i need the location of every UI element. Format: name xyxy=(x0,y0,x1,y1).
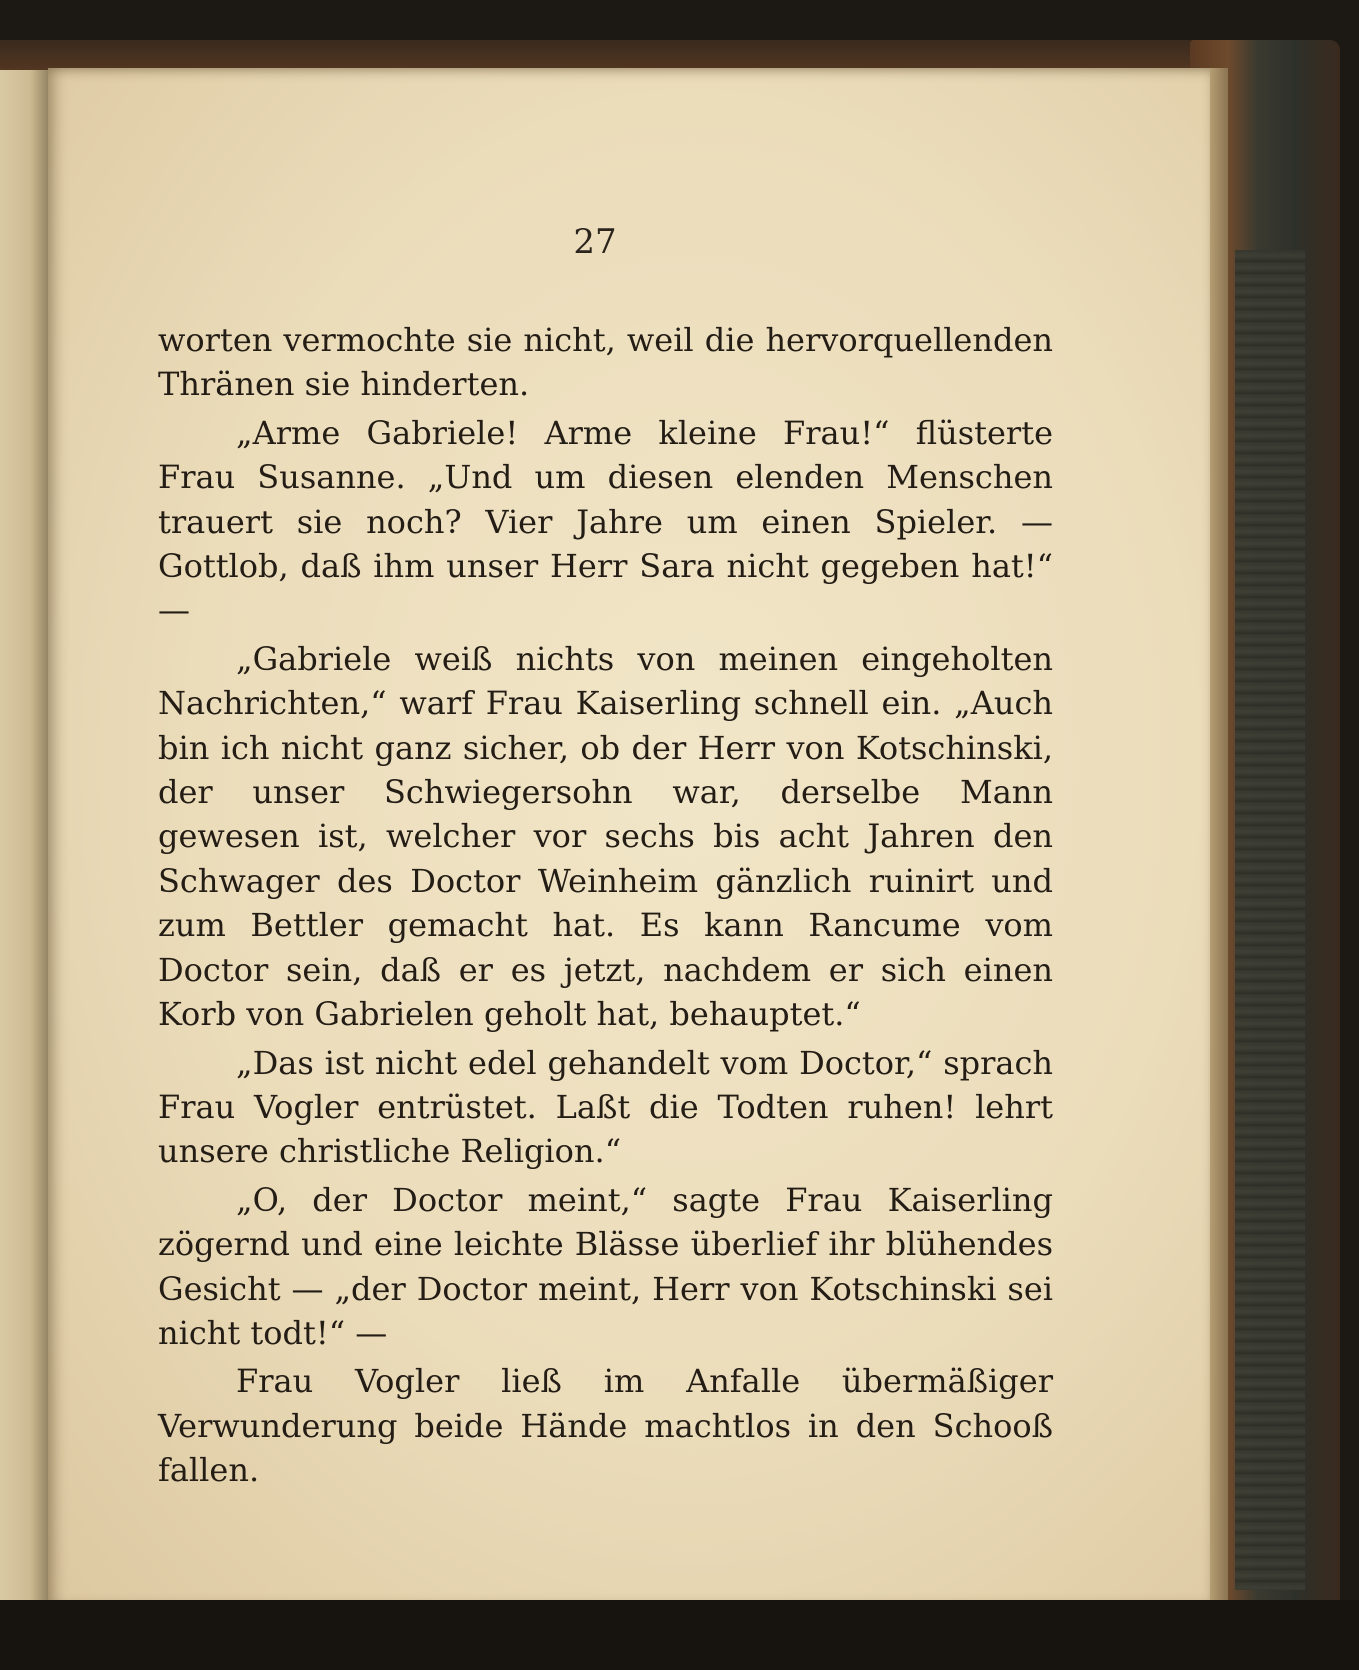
paragraph: Frau Vogler ließ im Anfalle übermäßiger Verwunderung beide Hände machtlos in den Schooß fallen. xyxy=(158,1362,1053,1490)
paragraph: „Arme Gabriele! Arme kleine Frau!“ flüsterte Frau Susanne. „Und um diesen elenden Menschen trauert sie noch? Vier Jahre um einen Spieler. — Gottlob, daß ihm unser Herr Sara nicht gegeben hat!“ — xyxy=(158,413,1053,630)
paragraph: „Das ist nicht edel gehandelt vom Doctor,“ sprach Frau Vogler entrüstet. Laßt die Todten ruhen! lehrt unsere christliche Religion.“ xyxy=(158,1043,1053,1171)
paragraph: „O, der Doctor meint,“ sagte Frau Kaiserling zögernd und eine leichte Blässe überlief ihr blühendes Gesicht — „der Doctor meint, Herr von Kotschinski sei nicht todt!“ — xyxy=(158,1180,1053,1352)
background-shadow xyxy=(0,1600,1359,1670)
body-text xyxy=(158,318,1053,1493)
page-number: 27 xyxy=(573,222,617,262)
facing-page-edge xyxy=(0,70,50,1610)
paragraph: worten vermochte sie nicht, weil die hervorquellenden Thränen sie hinderten. xyxy=(158,321,1053,404)
book-cover-binding xyxy=(1235,250,1305,1590)
paragraph: „Gabriele weiß nichts von meinen eingeholten Nachrichten,“ warf Frau Kaiserling schnell ein. „Auch bin ich nicht ganz sicher, ob der Herr von Kotschinski, der unser Schwiegersohn war, derselbe Mann gewesen ist, welcher vor sechs bis acht Jahren den Schwager des Doctor Weinheim gänzlich ruinirt und zum Bettler gemacht hat. Es kann Rancume vom Doctor sein, daß er es jetzt, nachdem er sich einen Korb von Gabrielen geholt hat, behauptet.“ xyxy=(158,639,1053,1034)
page-block-edge xyxy=(1210,68,1228,1608)
